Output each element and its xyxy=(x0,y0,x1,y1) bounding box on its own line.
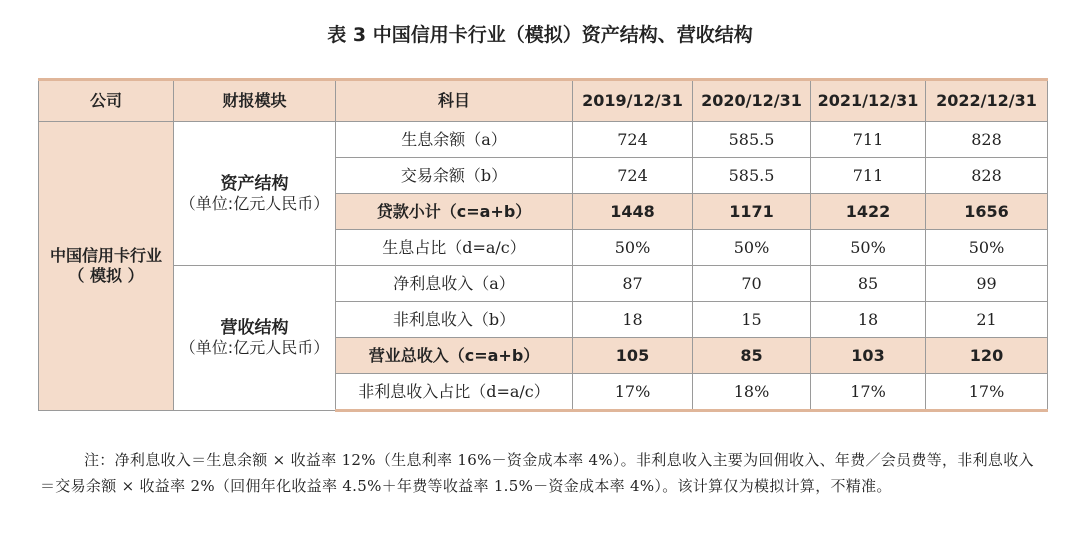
value-cell: 585.5 xyxy=(693,158,811,194)
value-cell: 711 xyxy=(811,158,926,194)
value-cell: 585.5 xyxy=(693,122,811,158)
header-2019: 2019/12/31 xyxy=(573,80,693,122)
value-cell: 1656 xyxy=(926,194,1048,230)
header-2022: 2022/12/31 xyxy=(926,80,1048,122)
subject-cell: 贷款小计（c=a+b） xyxy=(336,194,573,230)
module-asset xyxy=(174,122,336,266)
value-cell: 50% xyxy=(573,230,693,266)
value-cell: 17% xyxy=(926,374,1048,411)
value-cell: 711 xyxy=(811,122,926,158)
subject-cell: 净利息收入（a） xyxy=(336,266,573,302)
value-cell: 828 xyxy=(926,122,1048,158)
value-cell: 15 xyxy=(693,302,811,338)
header-row xyxy=(39,80,1048,122)
value-cell: 1422 xyxy=(811,194,926,230)
header-2020: 2020/12/31 xyxy=(693,80,811,122)
module-revenue xyxy=(174,266,336,411)
value-cell: 70 xyxy=(693,266,811,302)
value-cell: 18% xyxy=(693,374,811,411)
header-subject: 科目 xyxy=(336,80,573,122)
table-row xyxy=(39,122,1048,158)
header-company: 公司 xyxy=(39,80,174,122)
company-cell xyxy=(39,122,174,411)
value-cell: 120 xyxy=(926,338,1048,374)
value-cell: 724 xyxy=(573,158,693,194)
value-cell: 1171 xyxy=(693,194,811,230)
value-cell: 85 xyxy=(693,338,811,374)
table-row xyxy=(39,266,1048,302)
value-cell: 87 xyxy=(573,266,693,302)
value-cell: 1448 xyxy=(573,194,693,230)
header-2021: 2021/12/31 xyxy=(811,80,926,122)
value-cell: 21 xyxy=(926,302,1048,338)
module-title: 营收结构 xyxy=(220,318,289,338)
company-sub: （ 模拟 ） xyxy=(68,266,144,285)
subject-cell: 非利息收入（b） xyxy=(336,302,573,338)
value-cell: 18 xyxy=(573,302,693,338)
subject-cell: 交易余额（b） xyxy=(336,158,573,194)
value-cell: 18 xyxy=(811,302,926,338)
value-cell: 724 xyxy=(573,122,693,158)
value-cell: 99 xyxy=(926,266,1048,302)
module-unit: （单位:亿元人民币） xyxy=(179,193,330,213)
value-cell: 85 xyxy=(811,266,926,302)
value-cell: 50% xyxy=(811,230,926,266)
module-unit: （单位:亿元人民币） xyxy=(179,338,330,357)
table-title: 表 3 中国信用卡行业（模拟）资产结构、营收结构 xyxy=(327,24,753,46)
data-table xyxy=(38,78,1048,412)
value-cell: 17% xyxy=(811,374,926,411)
subject-cell: 非利息收入占比（d=a/c） xyxy=(336,374,573,411)
value-cell: 50% xyxy=(693,230,811,266)
value-cell: 828 xyxy=(926,158,1048,194)
header-module: 财报模块 xyxy=(174,80,336,122)
module-title: 资产结构 xyxy=(220,173,289,194)
subject-cell: 营业总收入（c=a+b） xyxy=(336,338,573,374)
subject-cell: 生息余额（a） xyxy=(336,122,573,158)
subject-cell: 生息占比（d=a/c） xyxy=(336,230,573,266)
company-name: 中国信用卡行业 xyxy=(49,246,162,265)
value-cell: 105 xyxy=(573,338,693,374)
value-cell: 17% xyxy=(573,374,693,411)
value-cell: 103 xyxy=(811,338,926,374)
value-cell: 50% xyxy=(926,230,1048,266)
footnote: 注：净利息收入＝生息余额 × 收益率 12%（生息利率 16%－资金成本率 4%）。非利息收入主要为回佣收入、年费／会员费等，非利息收入＝交易余额 × 收益率 2%（回佣年化收益率 4.5%＋年费等收益率 1.5%－资金成本率 4%）。该计算仅为模拟计算，不精准。 xyxy=(40,451,1034,495)
